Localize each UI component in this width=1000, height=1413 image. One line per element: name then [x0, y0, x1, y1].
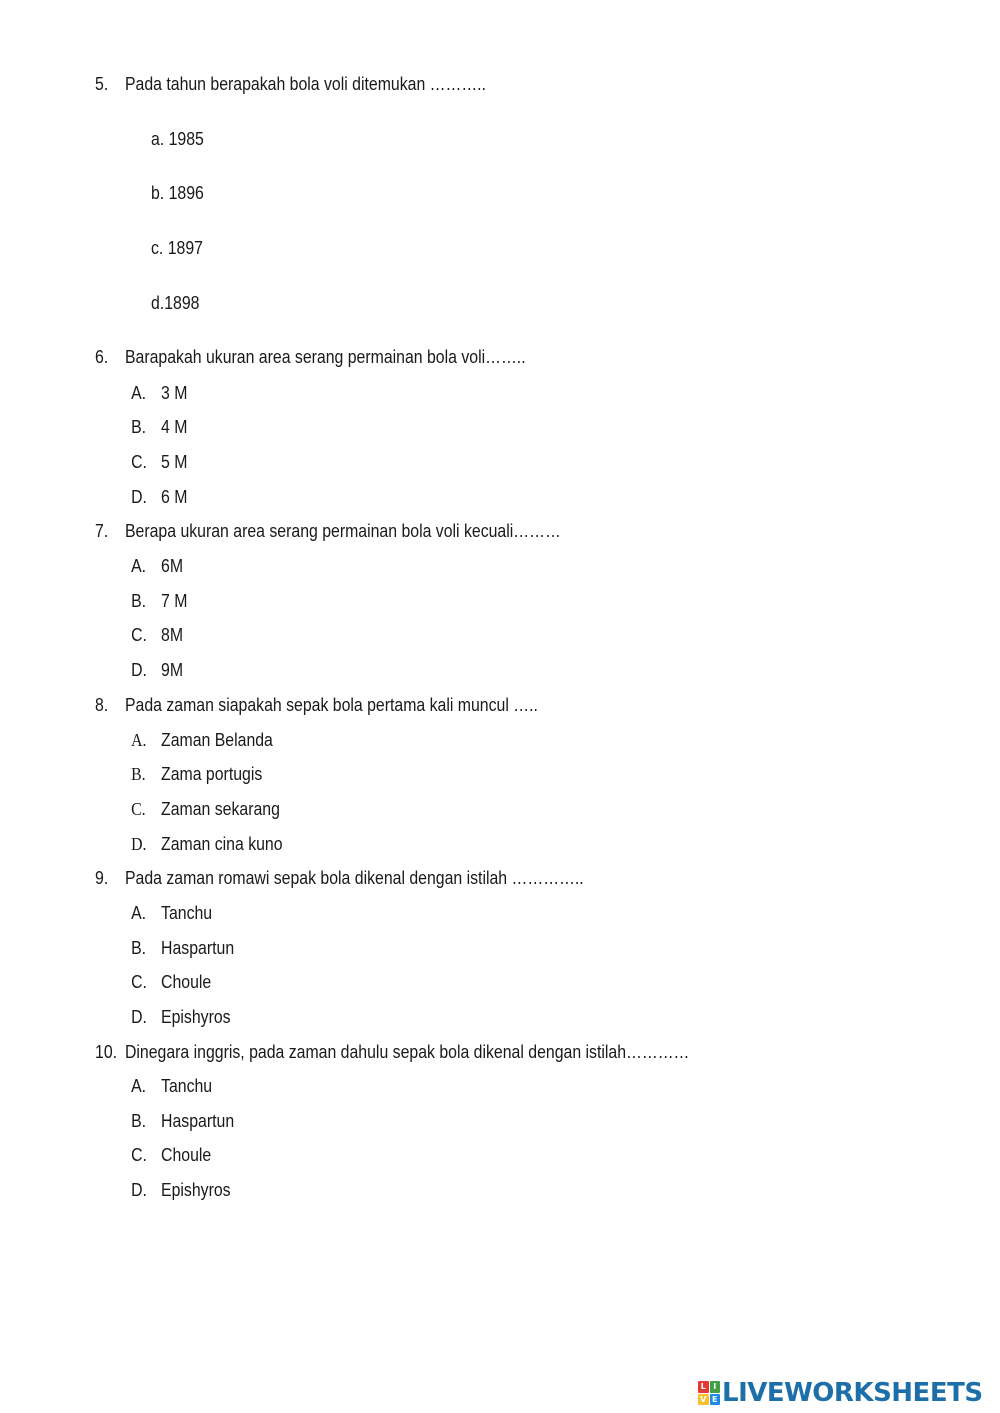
option-text: 6 M [161, 487, 188, 507]
logo-letter-i: I [710, 1381, 721, 1393]
option-d[interactable] [151, 292, 199, 314]
option-text: Choule [161, 1145, 212, 1165]
option-text: d.1898 [151, 293, 200, 313]
option-b[interactable] [151, 182, 204, 204]
option-text: Tanchu [161, 1076, 213, 1096]
option-text: 3 M [161, 383, 188, 403]
option-text: 4 M [161, 417, 188, 437]
logo-letter-v: V [698, 1394, 709, 1406]
option-letter: D. [131, 1007, 147, 1027]
logo-letter-e: E [710, 1394, 721, 1406]
option-letter: B. [131, 764, 146, 784]
option-text: a. 1985 [151, 129, 204, 149]
option-letter: B. [131, 417, 147, 437]
option-letter: A. [131, 1076, 147, 1096]
question-text: Pada zaman romawi sepak bola dikenal dengan istilah ………….. [124, 868, 584, 888]
question-number: 6. [95, 347, 109, 367]
option-letter: D. [131, 487, 147, 507]
option-text: 5 M [161, 452, 188, 472]
option-text: Haspartun [161, 938, 235, 958]
question-text: Pada zaman siapakah sepak bola pertama kali muncul ….. [124, 695, 538, 715]
question-number: 9. [95, 868, 109, 888]
liveworksheets-logo[interactable] [698, 1378, 983, 1408]
option-letter: B. [131, 591, 147, 611]
option-letter: C. [131, 1145, 147, 1165]
question-number: 5. [95, 74, 109, 94]
option-text: Choule [161, 972, 212, 992]
option-a[interactable] [151, 128, 204, 150]
question-text: Berapa ukuran area serang permainan bola voli kecuali……… [124, 521, 561, 541]
question-number: 7. [95, 521, 109, 541]
question-number: 8. [95, 695, 109, 715]
option-letter: A. [131, 903, 147, 923]
option-text: Haspartun [161, 1111, 235, 1131]
option-letter: C. [131, 625, 147, 645]
option-letter: A. [131, 556, 147, 576]
question-text: Barapakah ukuran area serang permainan bola voli…….. [124, 347, 526, 367]
option-text: 9M [161, 660, 184, 680]
option-text: b. 1896 [151, 183, 204, 203]
option-letter: B. [131, 1111, 147, 1131]
option-text: Zaman cina kuno [161, 834, 283, 854]
option-letter: C. [131, 452, 147, 472]
option-text: c. 1897 [151, 238, 203, 258]
option-text: Epishyros [161, 1180, 231, 1200]
option-letter: C. [131, 799, 146, 819]
option-letter: A. [131, 383, 147, 403]
option-letter: C. [131, 972, 147, 992]
option-letter: A. [131, 730, 147, 750]
option-text: 6M [161, 556, 184, 576]
option-letter: D. [131, 1180, 147, 1200]
logo-letter-l: L [698, 1381, 709, 1393]
option-text: Zaman sekarang [161, 799, 280, 819]
option-letter: D. [131, 660, 147, 680]
option-text: Zama portugis [161, 764, 263, 784]
question-text: Dinegara inggris, pada zaman dahulu sepak bola dikenal dengan istilah………… [124, 1042, 690, 1062]
option-text: Zaman Belanda [161, 730, 273, 750]
option-c[interactable] [151, 237, 203, 259]
option-text: Tanchu [161, 903, 213, 923]
option-letter: D. [131, 834, 147, 854]
liveworksheets-logo-text: LIVEWORKSHEETS [722, 1378, 983, 1408]
question-text: Pada tahun berapakah bola voli ditemukan ……….. [124, 74, 486, 94]
liveworksheets-logo-icon [698, 1381, 720, 1405]
question-number: 10. [95, 1042, 118, 1062]
option-text: 8M [161, 625, 184, 645]
option-text: Epishyros [161, 1007, 231, 1027]
option-letter: B. [131, 938, 147, 958]
option-text: 7 M [161, 591, 188, 611]
